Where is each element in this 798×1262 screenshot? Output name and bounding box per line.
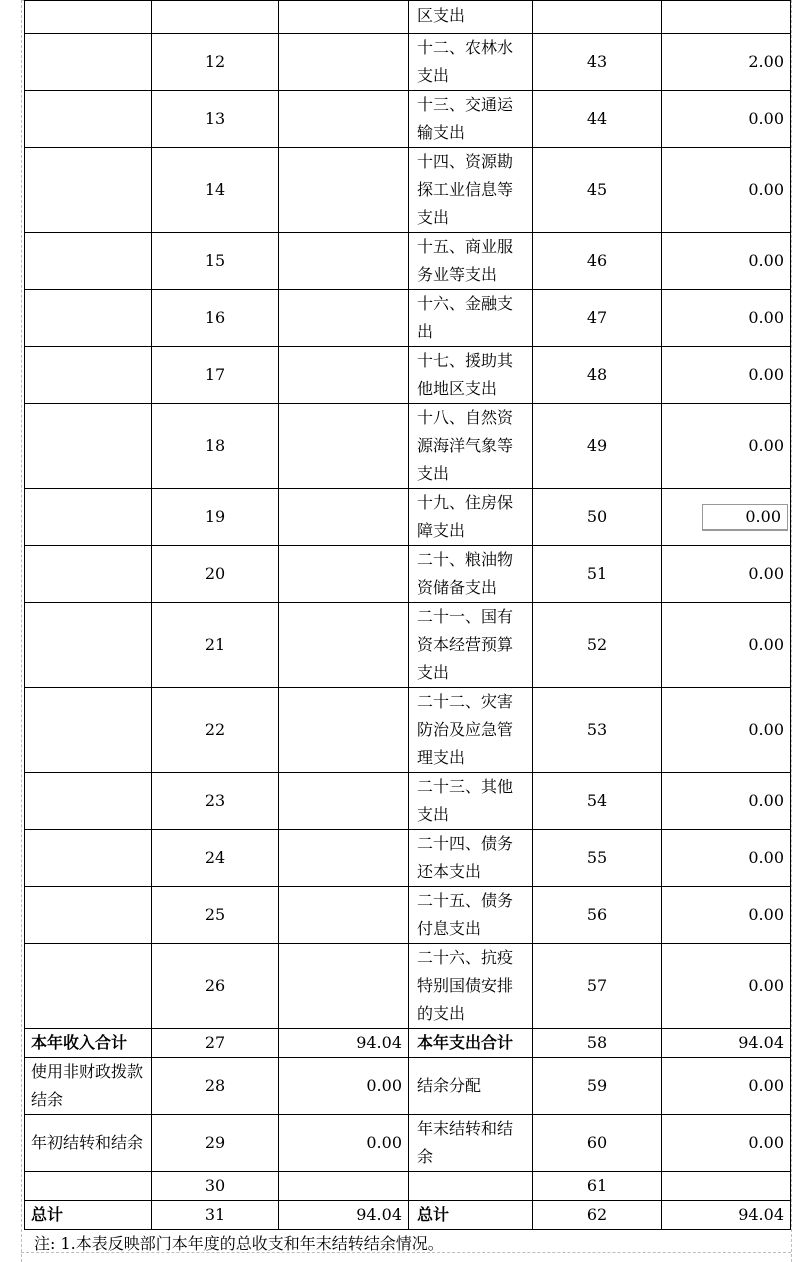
expense-amount: 0.00 xyxy=(662,830,791,887)
expense-line-number: 55 xyxy=(533,830,662,887)
income-item-cell xyxy=(25,404,152,489)
income-amount-cell xyxy=(279,603,409,688)
income-total-amount: 94.04 xyxy=(279,1029,409,1058)
expense-amount: 0.00 xyxy=(662,887,791,944)
blank-line-left: 30 xyxy=(152,1172,279,1201)
non-fiscal-label: 使用非财政拨款结余 xyxy=(25,1058,152,1115)
grand-total-amount-right: 94.04 xyxy=(662,1201,791,1230)
income-amount-cell xyxy=(279,830,409,887)
income-item-cell xyxy=(25,830,152,887)
income-line-number: 15 xyxy=(152,233,279,290)
begin-balance-amount: 0.00 xyxy=(279,1115,409,1172)
expense-item-cell: 区支出 xyxy=(409,1,533,34)
table-note: 注: 1.本表反映部门本年度的总收支和年末结转结余情况。 xyxy=(34,1234,444,1253)
expense-amount: 0.00 xyxy=(662,688,791,773)
income-amount-cell xyxy=(279,290,409,347)
expense-amount: 0.00 xyxy=(662,290,791,347)
expense-item-name: 十五、商业服务业等支出 xyxy=(409,233,533,290)
income-amount-cell xyxy=(279,546,409,603)
grand-total-line: 31 xyxy=(152,1201,279,1230)
expense-item-name: 二十二、灾害防治及应急管理支出 xyxy=(409,688,533,773)
expense-amount-cell xyxy=(662,1,791,34)
income-item-cell xyxy=(25,91,152,148)
table-row xyxy=(25,546,791,603)
expense-line-number: 54 xyxy=(533,773,662,830)
expense-item-name: 二十三、其他支出 xyxy=(409,773,533,830)
income-item-cell xyxy=(25,347,152,404)
blank-label-right xyxy=(409,1172,533,1201)
income-line-cell xyxy=(152,1,279,34)
expense-total-amount: 94.04 xyxy=(662,1029,791,1058)
expense-amount: 0.00 xyxy=(662,773,791,830)
surplus-distribution-label: 结余分配 xyxy=(409,1058,533,1115)
expense-line-number: 52 xyxy=(533,603,662,688)
expense-line-cell xyxy=(533,1,662,34)
income-amount-cell xyxy=(279,1,409,34)
income-amount-cell xyxy=(279,944,409,1029)
non-fiscal-line: 28 xyxy=(152,1058,279,1115)
expense-item-name: 二十四、债务还本支出 xyxy=(409,830,533,887)
expense-item-name: 十二、农林水支出 xyxy=(409,34,533,91)
table-row xyxy=(25,489,791,546)
blank-amount-left xyxy=(279,1172,409,1201)
table-row xyxy=(25,688,791,773)
grand-total-amount: 94.04 xyxy=(279,1201,409,1230)
income-line-number: 18 xyxy=(152,404,279,489)
begin-balance-line: 29 xyxy=(152,1115,279,1172)
income-item-cell xyxy=(25,1,152,34)
income-line-number: 24 xyxy=(152,830,279,887)
income-amount-cell xyxy=(279,233,409,290)
table-row xyxy=(25,347,791,404)
expense-line-number: 47 xyxy=(533,290,662,347)
expense-amount: 0.00 xyxy=(662,233,791,290)
income-line-number: 14 xyxy=(152,148,279,233)
expense-item-name: 十八、自然资源海洋气象等支出 xyxy=(409,404,533,489)
income-line-number: 12 xyxy=(152,34,279,91)
expense-item-name: 二十五、债务付息支出 xyxy=(409,887,533,944)
income-line-number: 19 xyxy=(152,489,279,546)
income-item-cell xyxy=(25,489,152,546)
table-row xyxy=(25,603,791,688)
expense-line-number: 57 xyxy=(533,944,662,1029)
table-row xyxy=(25,887,791,944)
page-margin-left xyxy=(21,0,22,1262)
table-row xyxy=(25,233,791,290)
expense-item-name: 二十、粮油物资储备支出 xyxy=(409,546,533,603)
income-item-cell xyxy=(25,887,152,944)
blank-amount-right xyxy=(662,1172,791,1201)
expense-item-name: 十六、金融支出 xyxy=(409,290,533,347)
income-line-number: 22 xyxy=(152,688,279,773)
income-amount-cell xyxy=(279,773,409,830)
expense-amount: 2.00 xyxy=(662,34,791,91)
income-item-cell xyxy=(25,944,152,1029)
blank-line-right: 61 xyxy=(533,1172,662,1201)
expense-amount: 0.00 xyxy=(662,91,791,148)
income-line-number: 17 xyxy=(152,347,279,404)
table-row xyxy=(25,34,791,91)
expense-item-name: 二十六、抗疫特别国债安排的支出 xyxy=(409,944,533,1029)
grand-total-label: 总计 xyxy=(25,1201,152,1230)
table-row xyxy=(25,830,791,887)
income-line-number: 25 xyxy=(152,887,279,944)
income-amount-cell xyxy=(279,489,409,546)
expense-line-number: 45 xyxy=(533,148,662,233)
end-balance-line: 60 xyxy=(533,1115,662,1172)
expense-amount: 0.00 xyxy=(662,546,791,603)
selected-amount-cell[interactable]: 0.00 xyxy=(702,504,788,531)
table-row xyxy=(25,148,791,233)
income-line-number: 23 xyxy=(152,773,279,830)
page-margin-right xyxy=(791,0,792,1262)
expense-line-number: 49 xyxy=(533,404,662,489)
income-item-cell xyxy=(25,148,152,233)
budget-table xyxy=(24,0,791,1230)
income-amount-cell xyxy=(279,148,409,233)
table-row xyxy=(25,1,791,34)
expense-amount: 0.00 xyxy=(662,944,791,1029)
table-row xyxy=(25,91,791,148)
income-amount-cell xyxy=(279,34,409,91)
expense-line-number: 51 xyxy=(533,546,662,603)
expense-amount: 0.00 xyxy=(662,404,791,489)
expense-line-number: 56 xyxy=(533,887,662,944)
income-item-cell xyxy=(25,546,152,603)
income-item-cell xyxy=(25,233,152,290)
expense-total-line: 58 xyxy=(533,1029,662,1058)
income-line-number: 26 xyxy=(152,944,279,1029)
grand-total-line-right: 62 xyxy=(533,1201,662,1230)
table-row xyxy=(25,773,791,830)
income-amount-cell xyxy=(279,688,409,773)
blank-label xyxy=(25,1172,152,1201)
income-total-label: 本年收入合计 xyxy=(25,1029,152,1058)
table-row-non-fiscal xyxy=(25,1058,791,1115)
expense-line-number: 44 xyxy=(533,91,662,148)
income-amount-cell xyxy=(279,887,409,944)
income-amount-cell xyxy=(279,404,409,489)
expense-line-number: 50 xyxy=(533,489,662,546)
expense-item-name: 二十一、国有资本经营预算支出 xyxy=(409,603,533,688)
income-amount-cell xyxy=(279,91,409,148)
income-line-number: 16 xyxy=(152,290,279,347)
expense-item-name: 十三、交通运输支出 xyxy=(409,91,533,148)
expense-line-number: 48 xyxy=(533,347,662,404)
income-item-cell xyxy=(25,773,152,830)
expense-item-name: 十七、援助其他地区支出 xyxy=(409,347,533,404)
table-row-income-total xyxy=(25,1029,791,1058)
income-line-number: 13 xyxy=(152,91,279,148)
income-total-line: 27 xyxy=(152,1029,279,1058)
surplus-distribution-line: 59 xyxy=(533,1058,662,1115)
income-item-cell xyxy=(25,290,152,347)
expense-line-number: 46 xyxy=(533,233,662,290)
end-balance-amount: 0.00 xyxy=(662,1115,791,1172)
income-item-cell xyxy=(25,688,152,773)
table-row-blank xyxy=(25,1172,791,1201)
surplus-distribution-amount: 0.00 xyxy=(662,1058,791,1115)
table-row xyxy=(25,290,791,347)
table-row xyxy=(25,944,791,1029)
expense-line-number: 43 xyxy=(533,34,662,91)
expense-item-name: 十九、住房保障支出 xyxy=(409,489,533,546)
expense-line-number: 53 xyxy=(533,688,662,773)
expense-amount xyxy=(662,489,791,546)
expense-amount: 0.00 xyxy=(662,347,791,404)
table-row xyxy=(25,404,791,489)
income-line-number: 21 xyxy=(152,603,279,688)
table-row-balance xyxy=(25,1115,791,1172)
expense-total-label: 本年支出合计 xyxy=(409,1029,533,1058)
table-row-grand-total xyxy=(25,1201,791,1230)
end-balance-label: 年末结转和结余 xyxy=(409,1115,533,1172)
non-fiscal-amount: 0.00 xyxy=(279,1058,409,1115)
expense-amount: 0.00 xyxy=(662,148,791,233)
begin-balance-label: 年初结转和结余 xyxy=(25,1115,152,1172)
income-line-number: 20 xyxy=(152,546,279,603)
income-item-cell xyxy=(25,603,152,688)
income-amount-cell xyxy=(279,347,409,404)
income-item-cell xyxy=(25,34,152,91)
expense-item-name: 十四、资源勘探工业信息等支出 xyxy=(409,148,533,233)
grand-total-label-right: 总计 xyxy=(409,1201,533,1230)
expense-amount: 0.00 xyxy=(662,603,791,688)
